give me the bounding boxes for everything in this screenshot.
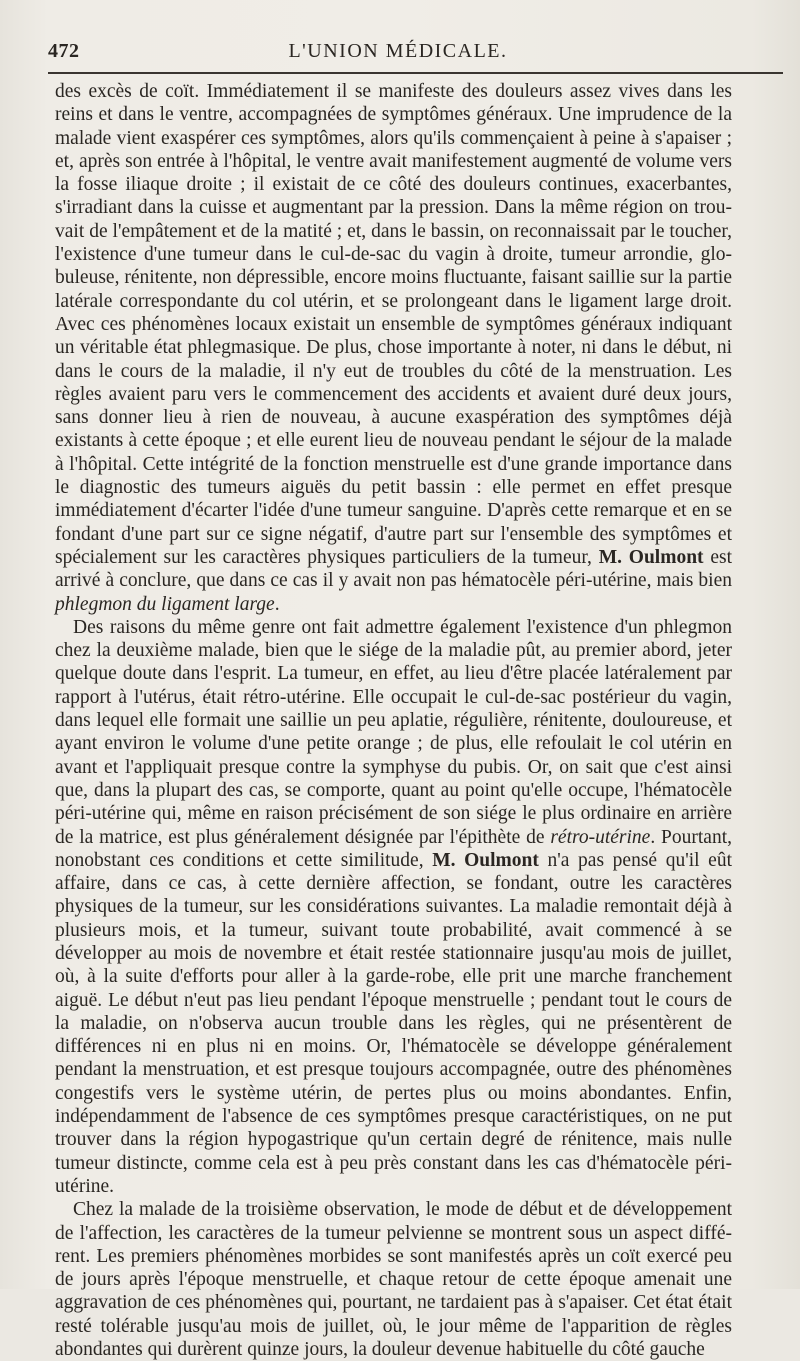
bold-text: M. Oulmont	[432, 849, 539, 871]
page-number: 472	[48, 40, 80, 62]
bold-text: M. Oulmont	[598, 546, 704, 568]
paragraph	[55, 1198, 732, 1361]
page-header	[48, 40, 748, 70]
text-run: n'a pas pensé qu'il eût affaire, dans ce cas, à cette dernière affection, se fondant, outre les caractères physiques de la tumeur, sur les considérations suivantes. La maladie remontait déjà à plusieurs mois, et la tumeur, suivant toute probabilité, avait commencé à se développer au mois de novembre et était restée stationnaire jusqu'au mois de juillet, où, à la suite d'efforts pour aller à la garde-robe, elle prit une marche franchement aiguë. Le début n'eut pas lieu pendant l'époque menstruelle ; pendant tout le cours de la maladie, on n'observa aucun trouble dans les règles, qui ne présentèrent de différences ni en plus ni en moins. Or, l'hématocèle se développe généralement pendant la menstruation, et est presque toujours accompagnée, outre des phénomènes congestifs vers le système utérin, de pertes plus ou moins abondantes. Enfin, indépendamment de l'absence de ces symptômes presque caractéristiques, on ne put trouver dans la région hypogastrique qu'un certain degré de rénitence, mais nulle tumeur distincte, comme cela est à peu près constant dans les cas d'hématocèle péri-utérine.	[55, 849, 732, 1197]
paragraph	[55, 616, 732, 1198]
running-head: L'UNION MÉDICALE.	[288, 40, 508, 62]
body-text	[55, 80, 732, 1361]
text-run: est arrivé à conclure, que dans ce cas il y avait non pas hématocèle péri-utérine, mais bien	[55, 546, 732, 592]
text-run: Chez la malade de la troisième observation, le mode de début et de développement de l'affection, les caractères de la tumeur pelvienne se montrent sous un aspect différent. Les premiers phénomènes morbides se sont manifestés après un coït exercé peu de jours après l'époque menstruelle, et chaque retour de cette époque amenait une aggravation de ces phénomènes qui, pourtant, ne tardaient pas à s'apaiser. Cet état était resté tolérable jusqu'au mois de juillet, où, le jour même de l'apparition de règles abondantes qui durèrent quinze jours, la douleur devenue habituelle du côté gauche	[55, 1199, 732, 1361]
text-run: des excès de coït. Immédiatement il se manifeste des douleurs assez vives dans les reins et dans le ventre, accompagnées de symptômes généraux. Une imprudence de la malade vient exaspérer ces symptômes, alors qu'ils commençaient à peine à s'apaiser ; et, après son entrée à l'hôpital, le ventre avait manifestement augmenté de volume vers la fosse iliaque droite ; il existait de ce côté des douleurs continues, exacerbantes, s'irradiant dans la cuisse et augmentant par la pression. Dans la même région on trouvait de l'empâtement et de la matité ; et, dans le bassin, on reconnaissait par le toucher, l'existence d'une tumeur dans le cul-de-sac du vagin à droite, tumeur arrondie, globuleuse, rénitente, non dépressible, encore moins fluctuante, faisant saillie sur la partie latérale correspondante du col utérin, et se prolongeant dans le ligament large droit. Avec ces phénomènes locaux existait un ensemble de symptômes généraux indiquant un véritable état phlegmasique. De plus, chose importante à noter, ni dans le début, ni dans le cours de la maladie, il n'y eut de troubles du côté de la menstruation. Les règles avaient paru vers le commencement des accidents et avaient duré deux jours, sans donner lieu à rien de nouveau, à aucune exaspération des symptômes déjà existants à cette époque ; et elle eurent lieu de nouveau pendant le séjour de la malade à l'hôpital. Cette intégrité de la fonction menstruelle est d'une grande importance dans le diagnostic des tumeurs aiguës du petit bassin : elle permet en effet presque immédiatement d'écarter l'idée d'une tumeur sanguine. D'après cette remarque et en se fondant d'une part sur ce signe négatif, d'autre part sur l'ensemble des symptômes et spécialement sur les caractères physiques particuliers de la tumeur,	[55, 81, 732, 568]
text-run: .	[274, 593, 280, 615]
italic-text: phlegmon du ligament large	[55, 593, 275, 615]
header-rule	[48, 72, 783, 74]
paragraph	[55, 80, 732, 616]
text-run: Des raisons du même genre ont fait admettre également l'existence d'un phlegmon chez la deuxième malade, bien que le siége de la maladie pût, au premier abord, jeter quelque doute dans l'esprit. La tumeur, en effet, au lieu d'être placée latéralement par rapport à l'utérus, était rétro-utérine. Elle occupait le cul-de-sac postérieur du vagin, dans lequel elle formait une saillie un peu aplatie, régulière, rénitente, douloureuse, et ayant environ le volume d'une petite orange ; de plus, elle refoulait le col utérin en avant et l'appliquait presque contre la symphyse du pubis. Or, on sait que c'est ainsi que, dans la plupart des cas, se comporte, quant au point qu'elle occupe, l'hématocèle péri-utérine qui, même en raison précisément de son siége le plus ordinaire en arrière de la matrice, est plus généralement désignée par l'épithète de	[55, 616, 732, 848]
text-run: . Pourtant, nonobstant ces conditions et cette similitude,	[55, 826, 732, 871]
italic-text: rétro-utérine	[550, 826, 651, 848]
